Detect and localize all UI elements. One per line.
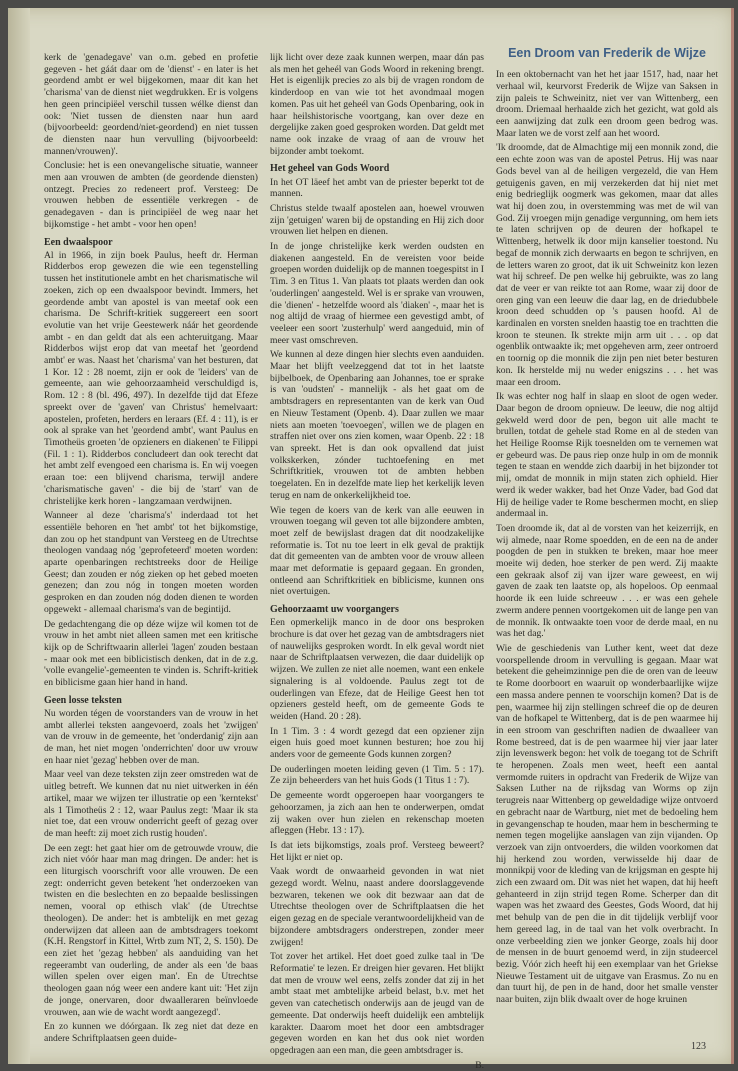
paragraph: Tot zover het artikel. Het doet goed zulke taal in 'De Reformatie' te lezen. Er dreigen hier gevaren. Het blijkt dat men de vrouw wel eens, zelfs zonder dat zij in het ambt staat met ambtelijke arbeid belast, b.v. met het geven van catechetisch onderwijs aan de jeugd van de gemeente. Dat onderwijs heeft duidelijk een ambtelijk karakter. Daarom moet het door een ambtsdrager gegeven worden en kan het dus ook niet worden opgedragen aan een man, die geen ambtsdrager is.: [270, 951, 484, 1056]
paragraph: Conclusie: het is een onevangelische situatie, wanneer men aan vrouwen de ambten (de geordende diensten) ontzegt. Precies zo redeneert prof. Versteeg: De vrouwen hebben de essentiële verkregen - de genadegaven - dan is principiëel de weg naar het bijkomstige - het ambt - voor hen open!: [44, 160, 258, 230]
paragraph: Nu worden tégen de voorstanders van de vrouw in het ambt allerlei teksten aangevoerd, zoals het 'zwijgen' van de vrouw in de gemeente, het 'onderdanig' zijn aan de man, het niet mogen 'onderrichten' door uw vrouw en haar niet 'gezag' hebben over de man.: [44, 707, 258, 766]
paragraph: En zo kunnen we dóórgaan. Ik zeg niet dat deze en andere Schriftplaatsen geen duide-: [44, 1021, 258, 1044]
section-heading: Gehoorzaamt uw voorgangers: [270, 604, 399, 616]
paragraph: Maar veel van deze teksten zijn zeer omstreden wat de uitleg betreft. We kunnen dat nu niet uitwerken in één artikel, maar we wijzen ter illustratie op een 'kerntekst' als 1 Timotheüs 2 : 12, waar Paulus zegt: 'Maar ik sta niet toe, dat een vrouw onderricht geeft of gezag over de man heeft: zij moet zich rustig houden'.: [44, 769, 258, 839]
paragraph: kerk de 'genadegave' van o.m. gebed en profetie gegeven - het gáát daar om de 'dienst' - en later is het geordend ambt er wel bijgekomen, maar dit kan het 'charisma' van de dienst niet wegdrukken. Er is volgens hen geen principiëel verschil tussen wélke dienst dan ook: 'Niet tussen de diensten naar hun aard (bijvoorbeeld: geordend/niet-geordend) en niet tussen de diensten naar hun vervulling (bijvoorbeeld: mannen/vrouwen)'.: [44, 52, 258, 157]
column-1: [44, 52, 258, 1048]
author-initial: B.: [475, 1059, 484, 1071]
paragraph: 'Ik droomde, dat de Almachtige mij een monnik zond, die een echte zoon was van de apostel Petrus. Hij was naar Gods bevel van al de heiligen vergezeld, die van Hem getuigenis gaven, en mij verzekerden dat hij niet met enig bedrieglijk oogmerk was gekomen, maar dat alles wat hij doen zou, in overstemming was met de wil van God. Zij vroegen mijn genadige vergunning, om hem iets te laten schrijven op de deuren der hofkapel te Wittenberg, hetwelk ik door mijn kanselier toestond. Nu begaf de monnik zich derwaarts en begon te schrijven, en de letters waren zo groot, dat ik uit Schweinitz kon lezen wat hij schreef. De pen welke hij gebruikte, was zo lang dat de veer er van reikte tot aan Rome, waar zij door de oren ging van een leeuw die daar lag, en de driedubbele kroon deed schudden op 's pausen hoofd. Al de kardinalen en vorsten snelden haastig toe en trachtten die kroon te steunen. Ik strekte mijn arm uit . . . op dat ogenblik ontwaakte ik; met opgeheven arm, zeer ontroerd en toornig op die monnik die zijn pen niet beter besturen kon. Ik herstelde mij nu weder enigszins . . . het was maar een droom.: [496, 142, 718, 388]
paragraph: We kunnen al deze dingen hier slechts even aanduiden. Maar het blijft veelzeggend dat tot in het laatste bijbelboek, de Openbaring aan Johannes, toe er sprake is van 'oudsten' - mannelijk - als het gaat om de ambtsdragers en representanten van de kerk van Oud en Nieuw Testament (Openb. 4). Daar zullen we maar niets aan moeten 'toevoegen', willen we de plagen en straffen niet over ons zien komen, waar Openb. 22 : 18 van spreekt. Het is dan ook opvallend dat juist volkskerken, zónder tuchtoefening en met Schriftkritiek, vrouwen tot de ambten hebben toegelaten. En in dezelfde mate liep het kerkelijk leven terug en nam de onkerkelijkheid toe.: [270, 349, 484, 501]
paragraph: De gemeente wordt opgeroepen haar voorgangers te gehoorzamen, ja zich aan hen te onderwerpen, omdat zij waken over hun zielen en rekenschap moeten afleggen (Hebr. 13 : 17).: [270, 790, 484, 837]
paragraph: Toen droomde ik, dat al de vorsten van het keizerrijk, en wij almede, naar Rome spoedden, en de een na de ander poogden de pen in stukken te breken, maar hoe meer moeite wij deden, hoe sterker de pen werd. Zij maakte een gekraak alsof zij van ijzer ware geweest, en wij gaven de zaak ten laatste op, als hopeloos. Op eenmaal hoorde ik een luide schreeuw . . . er was een gehele zwerm andere pennen voortgekomen uit de lange pen van de monnik. Ik ontwaakte toen voor de derde maal, en nu was het dag.': [496, 522, 718, 640]
paragraph: In de jonge christelijke kerk werden oudsten en diakenen aangesteld. En de vereisten voor beide groepen worden duidelijk op de mannen toegespitst in I Tim. 3 en Titus 1. Van plaats tot plaats werden dan ook 'ouderlingen' aangesteld. Wel is er sprake van vrouwen, die 'dienen' - hetzelfde woord als 'diaken' -, maar het is nog altijd de vraag of hiermee een gevestigd ambt, of veeleer een soort 'zusterhulp' werd aangeduid, min of meer vast omschreven.: [270, 241, 484, 346]
paragraph: In 1 Tim. 3 : 4 wordt gezegd dat een opziener zijn eigen huis goed moet kunnen besturen; hoe zou hij anders voor de gemeente Gods kunnen zorgen?: [270, 725, 484, 761]
paragraph: In een oktobernacht van het het jaar 1517, had, naar het verhaal wil, keurvorst Frederik de Wijze van Saksen in zijn paleis te Schweinitz, niet ver van Wittenberg, een droom. Driemaal herhaalde zich het gezicht, wat gold als een aanwijzing dat zulk een droom geen bedrog was. Maar laten we de vorst zelf aan het woord.: [496, 69, 718, 139]
paragraph: lijk licht over deze zaak kunnen werpen, maar dán pas als men het geheél van Gods Woord in rekening brengt. Het is eigenlijk precies zo als bij de vragen rondom de kinderdoop en van wie tot het avondmaal mogen komen. Pas uit het geheél van Gods Openbaring, ook in haar heilshistorische voortgang, kan over deze en dergelijke zaken goed gesproken worden. Dat geldt met name ook inzake de vraag of aan de vrouw het bijzonder ambt toekomt.: [270, 52, 485, 157]
paragraph: Is dat iets bijkomstigs, zoals prof. Versteeg beweert? Het lijkt er niet op.: [270, 839, 484, 863]
paragraph: Al in 1966, in zijn boek Paulus, heeft dr. Herman Ridderbos erop gewezen die wie een tegenstelling tussen het institutionele ambt en het charismatische wil zoeken, zich op een dwaalspoor bevindt. Immers, het geordende ambt van apostel is van meetaf ook een charisma. De Schrift-kritiek suggereert een soort evolutie van het vrije Geestewerk náár het geordende ambt - en dan geldt dat als een achteruitgang. Maar Ridderbos wijst erop dat van meetaf het 'geordend ambt' er was. Naast het 'charisma' van het besturen, dat 1 Kor. 12 : 28 noemt, zijn er ook de 'leiders' van de gemeente, aan wie gehoorzaamheid verschuldigd is, Rom. 12 : 8 (bl. 496, 497). In dezelfde tijd dat Efeze spreekt over de 'gaven' van Christus' hemelvaart: apostelen, profeten, herders en leraars (Ef. 4 : 11), is er ook al sprake van het 'geordend ambt', want Paulus en Timotheüs groeten 'de opzieners en diakenen' te Filippi (Fil. 1 : 1). Ridderbos concludeert dan ook terecht dat het ambt zelf evengoed een charisma is. En wij voegen eraan toe: een blijvend charisma, terwijl andere 'charismatische gaven' - die bij de 'start' van de christelijke kerk horen - langzamaan verdwijnen.: [44, 249, 258, 507]
section-heading: Het geheel van Gods Woord: [270, 163, 390, 175]
paragraph: Vaak wordt de onwaarheid gevonden in wat niet gezegd wordt. Welnu, naast andere doorslaggevende bezwaren, tekenen we ook dit bezwaar aan dat de Utrechtse theologen over de Schriftplaatsen die het eigen gezag en de speciale verantwoordelijkheid van de bijzondere ambtsdragers onderstrepen, zonder meer zwijgen!: [270, 866, 484, 948]
section-heading: Geen losse teksten: [44, 694, 122, 706]
paragraph: Wanneer al deze 'charisma's' inderdaad tot het essentiële behoren en 'het ambt' tot het bijkomstige, dan zou op het standpunt van Versteeg en de Utrechtse theologen vandaag nóg 'geprofeteerd' moeten worden: aparte openbaringen rechtstreeks door de Heilige Geest; dan zouden er nóg zieken op het gebed moeten genezen; dan zou nóg in tongen moeten worden gesproken en dan zouden nóg doden dienen te worden opgewekt - allemaal charisma's van de begintijd.: [44, 510, 258, 615]
paragraph: Ik was echter nog half in slaap en sloot de ogen weder. Daar begon de droom opnieuw. De leeuw, die nog altijd gekweld werd door de pen, begon uit alle macht te brullen, totdat de gehele stad Rome en al de steden van het Heilige Roomse Rijk toesnelden om te vernemen wat er gebeurd was. De paus riep onze hulp in om de monnik tegen te staan en wendde zich daarbij in het bijzonder tot mij, omdat de monnik in mijn staten zich ophield. Hier werd ik weder wakker, bad het Onze Vader, bad God dat Hij de heilige vader te Rome beschermen mocht, en sliep andermaal in.: [496, 391, 718, 520]
column-2: [270, 52, 484, 1071]
paragraph: De gedachtengang die op déze wijze wil komen tot de vrouw in het ambt niet alleen samen met een kritische kijk op de Schriftwaarin allerlei 'lagen' zouden bestaan - maar ook met een biblicistisch denken, dat in de z.g. 'volle evangelie'-gemeenten te vinden is. Schrift-kritiek en biblicisme gaan hier hand in hand.: [44, 618, 258, 689]
paragraph: Een opmerkelijk manco in de door ons besproken brochure is dat over het gezag van de ambtsdragers niet of nauwelijks gesproken wordt. In elk geval wordt niet naar de Schriftplaatsen verwezen, die daar duidelijk op wijzen. We zullen ze niet alle noemen, want een enkele signalering is al voldoende. Paulus zegt tot de ouderlingen van Efeze, dat de Heilige Geest hen tot opzieners gesteld heeft, om de gemeente Gods te weiden (Hand. 20 : 28).: [270, 617, 484, 722]
paragraph: Wie tegen de koers van de kerk van alle eeuwen in vrouwen toegang wil geven tot alle bijzondere ambten, moet zelf de bewijslast dragen dat dit noodzakelijke reformatie is. Tot nu toe leert in elk geval de praktijk dat dit gemeenten van de ambten voor de vrouw alleen maar met deformatie is gepaard gegaan. En gronden, ontleend aan Schriftkritiek en biblicisme, kunnen ons niet overtuigen.: [270, 504, 484, 598]
paragraph: Christus stelde twaalf apostelen aan, hoewel vrouwen zijn 'getuigen' waren bij de opstanding en Hij zich door vrouwen liet helpen en dienen.: [270, 202, 484, 238]
article-title: Een Droom van Frederik de Wijze: [508, 46, 706, 60]
magazine-page: [8, 8, 734, 1071]
paragraph: Wie de geschiedenis van Luther kent, weet dat deze voorspellende droom in vervulling is gegaan. Maar wat betekent die geheimzinnige pen die de oren van de leeuw te Rome doorboort en waaruit op wonderbaarlijke wijze een massa andere pennen te voorschijn komen? Dat is de pen, waarmee hij zijn stellingen schreef die op de deuren van de hofkapel te Wittenberg, dat is de pen waarmee hij in een stroom van geschriften nadien de dwaalleer van Rome bestreed, dat is de pen waarmee hij vier jaar later zijn levenswerk begon: het volk de toegang tot de Schrift te heropenen. Zoals men weet, heeft een aantal vermomde ruiters in opdracht van Frederik de Wijze van Saksen Luther na de rijksdag van Worms op zijn terugreis naar Wittenberg op geweldadige wijze ontvoerd en gebracht naar de Wartburg, niet met de bedoeling hem in gevangenschap te houden, maar hem in bescherming te nemen tegen mogelijke aanslagen van zijn vijanden. Op verzoek van zijn ontvoerders, die wilden voorkomen dat hij herkend zou worden, verwisselde hij daar de monnikpij voor de kleding van de krijgsman en gespte hij zich een zwaard om. Dit was niet het wapen, dat hij heeft gehanteerd in zijn strijd tegen Rome. Scherper dan dit wapen was het zwaard des Geestes, Gods Woord, dat hij met behulp van de pen die in dit tijdelijk verblijf voor hem gereed lag, in de taal van het volk overbracht. In onze verbeelding zien we jonker George, zoals hij door de mensen in de buurt genoemd werd, in zijn studeercel bezig. Vóór zich heeft hij een exemplaar van het Griekse Nieuwe Testament uit de uitgave van Erasmus. Zo nu en dan tuurt hij, de pen in de hand, door het smalle venster naar buiten, zijn blik dwaalt over de hoge kruinen: [496, 643, 718, 1006]
paragraph: In het OT läeef het ambt van de priester beperkt tot de mannen.: [270, 176, 484, 200]
column-3: [496, 46, 718, 1009]
paragraph: De ouderlingen moeten leiding geven (1 Tim. 5 : 17). Ze zijn beheerders van het huis Gods (1 Titus 1 : 7).: [270, 763, 484, 787]
page-edge: [731, 8, 734, 1064]
paragraph: De een zegt: het gaat hier om de getrouwde vrouw, die zich niet vóór haar man mag dringen. De ander: het is een liturgisch voorschrift voor alle vrouwen. De een zegt: onderricht geven betekent 'het onderzoeken van twisten en die beslechten en zo bepaalde beslissingen nemen, vooral op ethisch vlak' (de Utrechtse theologen). De ander: het is ambtelijk en met gezag onderwijzen dat alleen aan de ambtsdragers toekomt (K.H. Rengstorf in Kittel, Wrtb zum NT, 2, S. 150). De een ziet het 'gezag hebben' als aanduiding van het regeerambt van ouderling, de ander als een 'de baas willen spelen over eigen man'. En de Utrechtse theologen gaan nóg weer een andere kant uit: 'Het zijn de jonge, onervaren, door dwaalleraren beïnvloede vrouwen, aan wie de wacht wordt aangezegd'.: [44, 842, 258, 1018]
section-heading: Een dwaalspoor: [44, 236, 113, 248]
page-spine: [8, 8, 30, 1064]
page-number: 123: [691, 1041, 706, 1052]
